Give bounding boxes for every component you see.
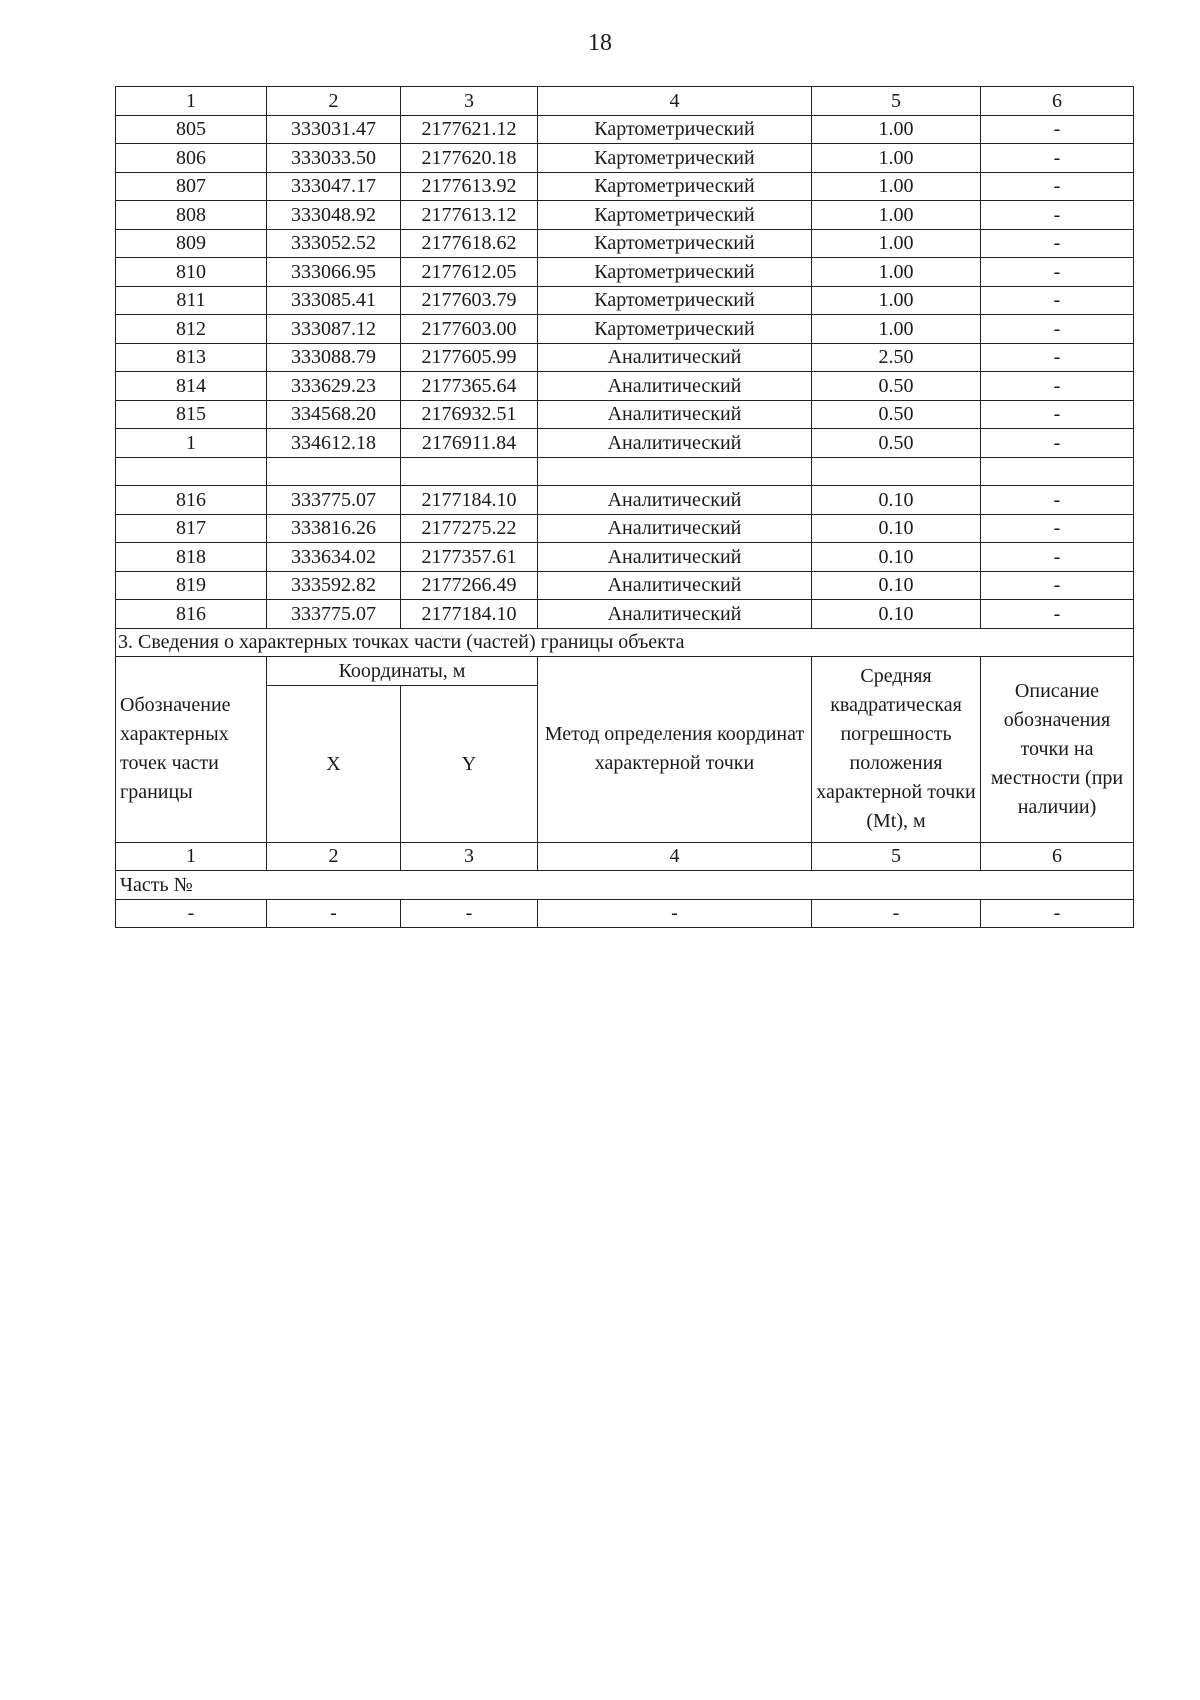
table-row (116, 172, 1134, 201)
description-cell: - (981, 543, 1134, 572)
x-coordinate-cell: 333634.02 (267, 543, 401, 572)
point-number-cell (116, 457, 267, 486)
section-title-row (116, 628, 1134, 657)
y-coordinate-cell (401, 457, 538, 486)
part-data-row (116, 899, 1134, 928)
table-row (116, 400, 1134, 429)
error-cell: 0.50 (812, 429, 981, 458)
description-cell: - (981, 144, 1134, 173)
method-cell: Аналитический (538, 571, 812, 600)
x-coordinate-cell: 333048.92 (267, 201, 401, 230)
x-coordinate-cell: 333775.07 (267, 600, 401, 629)
table-row (116, 486, 1134, 515)
description-cell: - (981, 514, 1134, 543)
point-number-cell: 807 (116, 172, 267, 201)
description-cell: - (981, 486, 1134, 515)
method-cell: Картометрический (538, 286, 812, 315)
part-cell-6: - (981, 899, 1134, 928)
point-number-cell: 819 (116, 571, 267, 600)
method-cell: Аналитический (538, 343, 812, 372)
method-cell: Картометрический (538, 144, 812, 173)
point-number-cell: 809 (116, 229, 267, 258)
part-cell-5: - (812, 899, 981, 928)
section-title: 3. Сведения о характерных точках части (частей) границы объекта (116, 628, 1134, 657)
part-cell-3: - (401, 899, 538, 928)
description-cell: - (981, 258, 1134, 287)
method-cell (538, 457, 812, 486)
y-coordinate-cell: 2177621.12 (401, 115, 538, 144)
description-cell: - (981, 229, 1134, 258)
error-cell: 0.10 (812, 486, 981, 515)
description-cell: - (981, 115, 1134, 144)
description-cell: - (981, 400, 1134, 429)
col-number-1: 1 (116, 87, 267, 116)
y-coordinate-cell: 2177357.61 (401, 543, 538, 572)
error-cell: 1.00 (812, 258, 981, 287)
part-label: Часть № (116, 871, 1134, 900)
description-cell: - (981, 571, 1134, 600)
table-row (116, 514, 1134, 543)
method-cell: Картометрический (538, 229, 812, 258)
table-row (116, 115, 1134, 144)
coordinates-table (115, 86, 1134, 928)
error-cell: 0.50 (812, 400, 981, 429)
error-cell: 2.50 (812, 343, 981, 372)
table-row (116, 201, 1134, 230)
point-number-cell: 811 (116, 286, 267, 315)
y-coordinate-cell: 2177275.22 (401, 514, 538, 543)
x-coordinate-cell: 333592.82 (267, 571, 401, 600)
error-cell: 1.00 (812, 144, 981, 173)
description-cell: - (981, 172, 1134, 201)
x-coordinate-cell: 333088.79 (267, 343, 401, 372)
col-number-6: 6 (981, 87, 1134, 116)
y-coordinate-cell: 2177605.99 (401, 343, 538, 372)
point-number-cell: 815 (116, 400, 267, 429)
point-number-cell: 808 (116, 201, 267, 230)
method-cell: Картометрический (538, 201, 812, 230)
table-row (116, 286, 1134, 315)
table-row (116, 315, 1134, 344)
section-header-row (116, 657, 1134, 686)
error-cell: 1.00 (812, 286, 981, 315)
table-row (116, 543, 1134, 572)
error-cell: 1.00 (812, 172, 981, 201)
y-coordinate-cell: 2177613.12 (401, 201, 538, 230)
y-coordinate-cell: 2177603.79 (401, 286, 538, 315)
y-coordinate-cell: 2177603.00 (401, 315, 538, 344)
method-cell: Аналитический (538, 486, 812, 515)
error-cell: 1.00 (812, 115, 981, 144)
y-coordinate-cell: 2177613.92 (401, 172, 538, 201)
y-coordinate-cell: 2177184.10 (401, 600, 538, 629)
x-coordinate-cell: 333629.23 (267, 372, 401, 401)
y-coordinate-cell: 2177365.64 (401, 372, 538, 401)
x-coordinate-cell: 333085.41 (267, 286, 401, 315)
col-number-2: 2 (267, 87, 401, 116)
table-row (116, 343, 1134, 372)
description-cell: - (981, 429, 1134, 458)
method-cell: Аналитический (538, 600, 812, 629)
y-coordinate-cell: 2177620.18 (401, 144, 538, 173)
table-row (116, 144, 1134, 173)
x-coordinate-cell: 333087.12 (267, 315, 401, 344)
point-number-cell: 818 (116, 543, 267, 572)
description-cell: - (981, 201, 1134, 230)
y-coordinate-cell: 2176932.51 (401, 400, 538, 429)
part-cell-2: - (267, 899, 401, 928)
error-cell: 1.00 (812, 201, 981, 230)
x-coordinate-cell: 333047.17 (267, 172, 401, 201)
method-header: Метод определения координат характерной точки (538, 657, 812, 843)
description-cell: - (981, 343, 1134, 372)
section-col-number-3: 3 (401, 842, 538, 871)
error-cell: 0.10 (812, 543, 981, 572)
description-cell: - (981, 315, 1134, 344)
error-header: Средняя квадратическая погрешность положения характерной точки (Mt), м (812, 657, 981, 843)
table-row (116, 600, 1134, 629)
description-header: Описание обозначения точки на местности (при наличии) (981, 657, 1134, 843)
method-cell: Картометрический (538, 315, 812, 344)
x-coordinate-cell: 333775.07 (267, 486, 401, 515)
point-number-cell: 812 (116, 315, 267, 344)
error-cell: 0.10 (812, 600, 981, 629)
method-cell: Аналитический (538, 400, 812, 429)
part-cell-1: - (116, 899, 267, 928)
description-cell: - (981, 286, 1134, 315)
section-column-number-row (116, 842, 1134, 871)
point-number-cell: 1 (116, 429, 267, 458)
table-row (116, 457, 1134, 486)
method-cell: Аналитический (538, 372, 812, 401)
coordinates-header: Координаты, м (267, 657, 538, 686)
part-label-row (116, 871, 1134, 900)
x-coordinate-cell: 333031.47 (267, 115, 401, 144)
y-header: Y (401, 685, 538, 842)
table-row (116, 229, 1134, 258)
description-cell: - (981, 600, 1134, 629)
table-row (116, 258, 1134, 287)
col-number-4: 4 (538, 87, 812, 116)
method-cell: Аналитический (538, 514, 812, 543)
error-cell: 0.10 (812, 571, 981, 600)
point-number-cell: 810 (116, 258, 267, 287)
y-coordinate-cell: 2177618.62 (401, 229, 538, 258)
table-row (116, 429, 1134, 458)
error-cell: 0.10 (812, 514, 981, 543)
description-cell: - (981, 372, 1134, 401)
point-number-cell: 813 (116, 343, 267, 372)
error-cell: 0.50 (812, 372, 981, 401)
table-row (116, 571, 1134, 600)
error-cell: 1.00 (812, 315, 981, 344)
y-coordinate-cell: 2177612.05 (401, 258, 538, 287)
point-number-cell: 816 (116, 486, 267, 515)
description-cell (981, 457, 1134, 486)
point-number-cell: 806 (116, 144, 267, 173)
method-cell: Картометрический (538, 172, 812, 201)
x-header: X (267, 685, 401, 842)
method-cell: Аналитический (538, 543, 812, 572)
point-designation-header: Обозначение характерных точек части границы (116, 657, 267, 843)
method-cell: Аналитический (538, 429, 812, 458)
y-coordinate-cell: 2177184.10 (401, 486, 538, 515)
point-number-cell: 814 (116, 372, 267, 401)
x-coordinate-cell: 333033.50 (267, 144, 401, 173)
page-number: 18 (588, 30, 612, 56)
table-row (116, 372, 1134, 401)
section-col-number-5: 5 (812, 842, 981, 871)
x-coordinate-cell: 333816.26 (267, 514, 401, 543)
section-col-number-6: 6 (981, 842, 1134, 871)
y-coordinate-cell: 2176911.84 (401, 429, 538, 458)
point-number-cell: 816 (116, 600, 267, 629)
point-number-cell: 817 (116, 514, 267, 543)
part-cell-4: - (538, 899, 812, 928)
y-coordinate-cell: 2177266.49 (401, 571, 538, 600)
point-number-cell: 805 (116, 115, 267, 144)
method-cell: Картометрический (538, 115, 812, 144)
col-number-3: 3 (401, 87, 538, 116)
method-cell: Картометрический (538, 258, 812, 287)
col-number-5: 5 (812, 87, 981, 116)
section-col-number-1: 1 (116, 842, 267, 871)
x-coordinate-cell: 334612.18 (267, 429, 401, 458)
section-col-number-4: 4 (538, 842, 812, 871)
x-coordinate-cell: 333066.95 (267, 258, 401, 287)
error-cell: 1.00 (812, 229, 981, 258)
x-coordinate-cell: 334568.20 (267, 400, 401, 429)
column-number-row (116, 87, 1134, 116)
error-cell (812, 457, 981, 486)
section-col-number-2: 2 (267, 842, 401, 871)
x-coordinate-cell (267, 457, 401, 486)
x-coordinate-cell: 333052.52 (267, 229, 401, 258)
